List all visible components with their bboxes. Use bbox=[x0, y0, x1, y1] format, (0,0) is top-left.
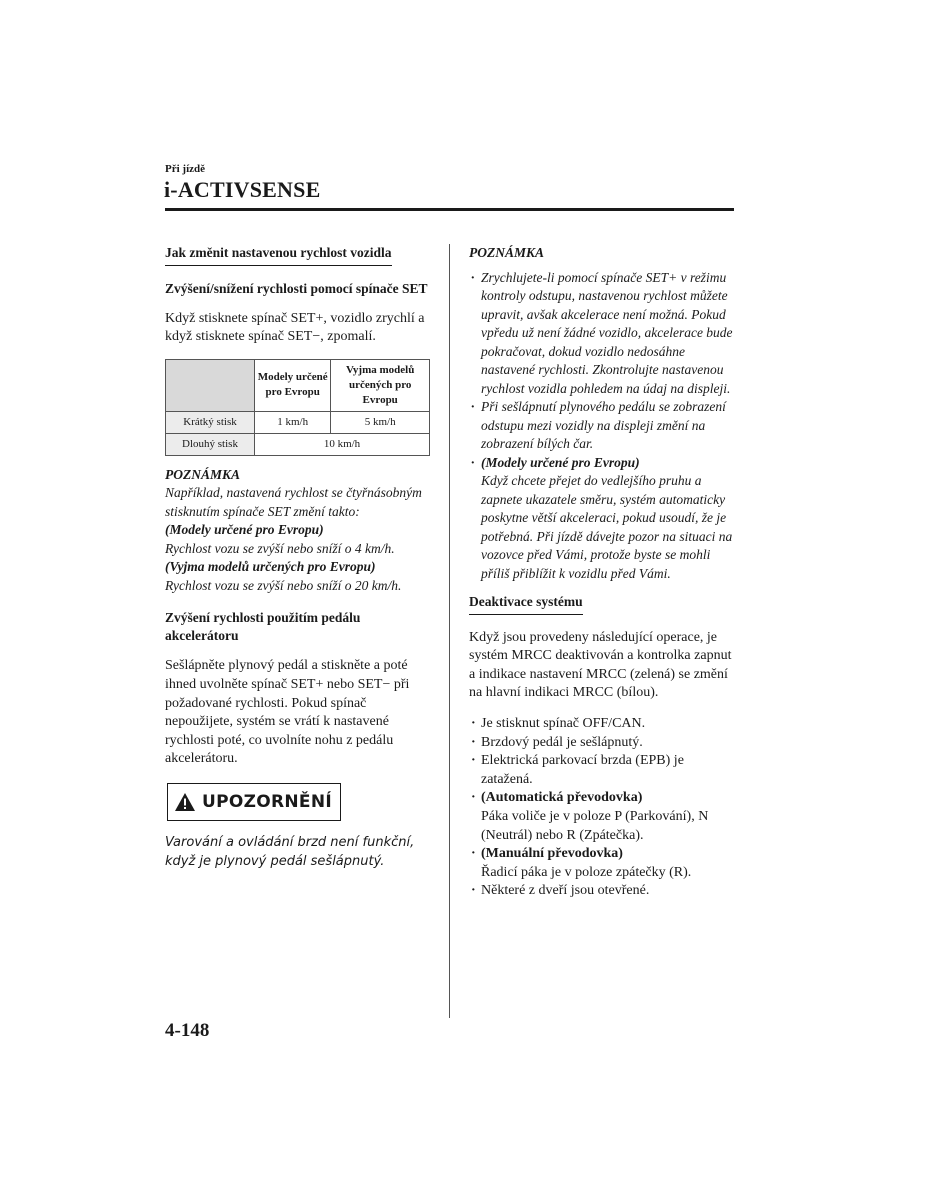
note-list bbox=[469, 269, 734, 584]
right-column bbox=[469, 244, 734, 901]
deactivation-list bbox=[469, 715, 734, 901]
table-row-label: Dlouhý stisk bbox=[166, 433, 255, 455]
manual-transmission-label: (Manuální převodovka) bbox=[481, 846, 623, 862]
left-column bbox=[165, 244, 430, 871]
table-cell: 1 km/h bbox=[255, 411, 331, 433]
table-header-row bbox=[166, 359, 430, 411]
note-model-non-europe: (Vyjma modelů určených pro Evropu) bbox=[165, 559, 376, 575]
table-row-label: Krátký stisk bbox=[166, 411, 255, 433]
table-row bbox=[166, 433, 430, 455]
manual-transmission-text: Řadicí páka je v poloze zpátečky (R). bbox=[481, 864, 692, 880]
table-cell: 10 km/h bbox=[255, 433, 430, 455]
note-title: POZNÁMKA bbox=[469, 245, 545, 260]
note-text-non-europe: Rychlost vozu se zvýší nebo sníží o 20 km/h. bbox=[165, 577, 402, 593]
table-cell: 5 km/h bbox=[331, 411, 430, 433]
note-model-europe: (Modely určené pro Evropu) bbox=[165, 522, 324, 538]
set-switch-paragraph: Když stisknete spínač SET+, vozidlo zrychlí a když stisknete spínač SET−, zpomalí. bbox=[165, 310, 425, 345]
table-corner-cell bbox=[166, 359, 255, 411]
note-model-europe: · (Modely určené pro Evropu) bbox=[481, 454, 640, 470]
list-item: · Zrychlujete-li pomocí spínače SET+ v režimu kontroly odstupu, nastavenou rychlost můžete upravit, avšak akcelerace není možná. Pokud vpředu už není žádné vozidlo, akcelerace bude pokračovat, dokud vozidlo nedosáhne nastavené rychlosti. Zkontrolujte nastavenou rychlost vozidla pohledem na údaj na displeji. bbox=[469, 269, 734, 399]
warning-banner bbox=[167, 783, 341, 821]
list-item: · Některé z dveří jsou otevřené. bbox=[469, 882, 734, 901]
column-divider bbox=[449, 244, 450, 1018]
deactivation-paragraph: Když jsou provedeny následující operace, je systém MRCC deaktivován a kontrolka zapnut a indikace nastavení MRCC (zelená) se změní na hlavní indikaci MRCC (bílou). bbox=[469, 629, 732, 701]
list-item: · Při sešlápnutí plynového pedálu se zobrazení odstupu mezi vozidly na displeji změní na zobrazení bílých čar. bbox=[469, 398, 734, 454]
warning-text: Varování a ovládání brzd není funkční, když je plynový pedál sešlápnutý. bbox=[165, 834, 415, 869]
list-item bbox=[469, 454, 734, 584]
table-row bbox=[166, 411, 430, 433]
table-col-europe: Modely určené pro Evropu bbox=[255, 359, 331, 411]
note-body bbox=[165, 484, 430, 595]
note-intro: Například, nastavená rychlost se čtyřnásobným stisknutím spínače SET změní takto: bbox=[165, 485, 422, 519]
list-item: · Elektrická parkovací brzda (EPB) je zatažená. bbox=[469, 752, 734, 789]
chapter-title: i-ACTIVSENSE bbox=[164, 177, 321, 202]
table-col-non-europe: Vyjma modelů určených pro Evropu bbox=[331, 359, 430, 411]
deactivation-heading: Deaktivace systému bbox=[469, 593, 583, 615]
list-item bbox=[469, 845, 734, 882]
list-item: · Brzdový pedál je sešlápnutý. bbox=[469, 734, 734, 753]
set-switch-subheading: Zvýšení/snížení rychlosti pomocí spínače SET bbox=[165, 280, 428, 296]
speed-change-heading: Jak změnit nastavenou rychlost vozidla bbox=[165, 244, 392, 266]
note-model-text: Když chcete přejet do vedlejšího pruhu a zapnete ukazatele směru, systém automaticky poskytne větší akceleraci, pokud usoudí, že je potřebná. Při jízdě dávejte pozor na situaci na vozovce před Vámi, protože byste se mohli příliš přiblížit k vozidlu před Vámi. bbox=[481, 473, 733, 581]
automatic-transmission-label: (Automatická převodovka) bbox=[481, 790, 643, 806]
header-rule bbox=[165, 208, 734, 211]
automatic-transmission-text: Páka voliče je v poloze P (Parkování), N (Neutrál) nebo R (Zpátečka). bbox=[481, 809, 709, 843]
warning-label: UPOZORNĚNÍ bbox=[202, 791, 332, 812]
page-number: 4-148 bbox=[165, 1020, 210, 1041]
accelerator-paragraph: Sešlápněte plynový pedál a stiskněte a poté ihned uvolněte spínač SET+ nebo SET− při požadované rychlosti. Pokud spínač nepoužijete, systém se vrátí k nastavené rychlosti poté, co uvolníte nohu z pedálu akcelerátoru. bbox=[165, 658, 410, 767]
section-label: Při jízdě bbox=[165, 163, 206, 175]
accelerator-subheading: Zvýšení rychlosti použitím pedálu akcelerátoru bbox=[165, 610, 361, 644]
note-title: POZNÁMKA bbox=[165, 466, 241, 482]
warning-triangle-icon bbox=[174, 792, 196, 812]
speed-step-table bbox=[165, 359, 430, 456]
list-item bbox=[469, 789, 734, 845]
list-item: · Je stisknut spínač OFF/CAN. bbox=[469, 715, 734, 734]
note-text-europe: Rychlost vozu se zvýší nebo sníží o 4 km/h. bbox=[165, 540, 395, 556]
